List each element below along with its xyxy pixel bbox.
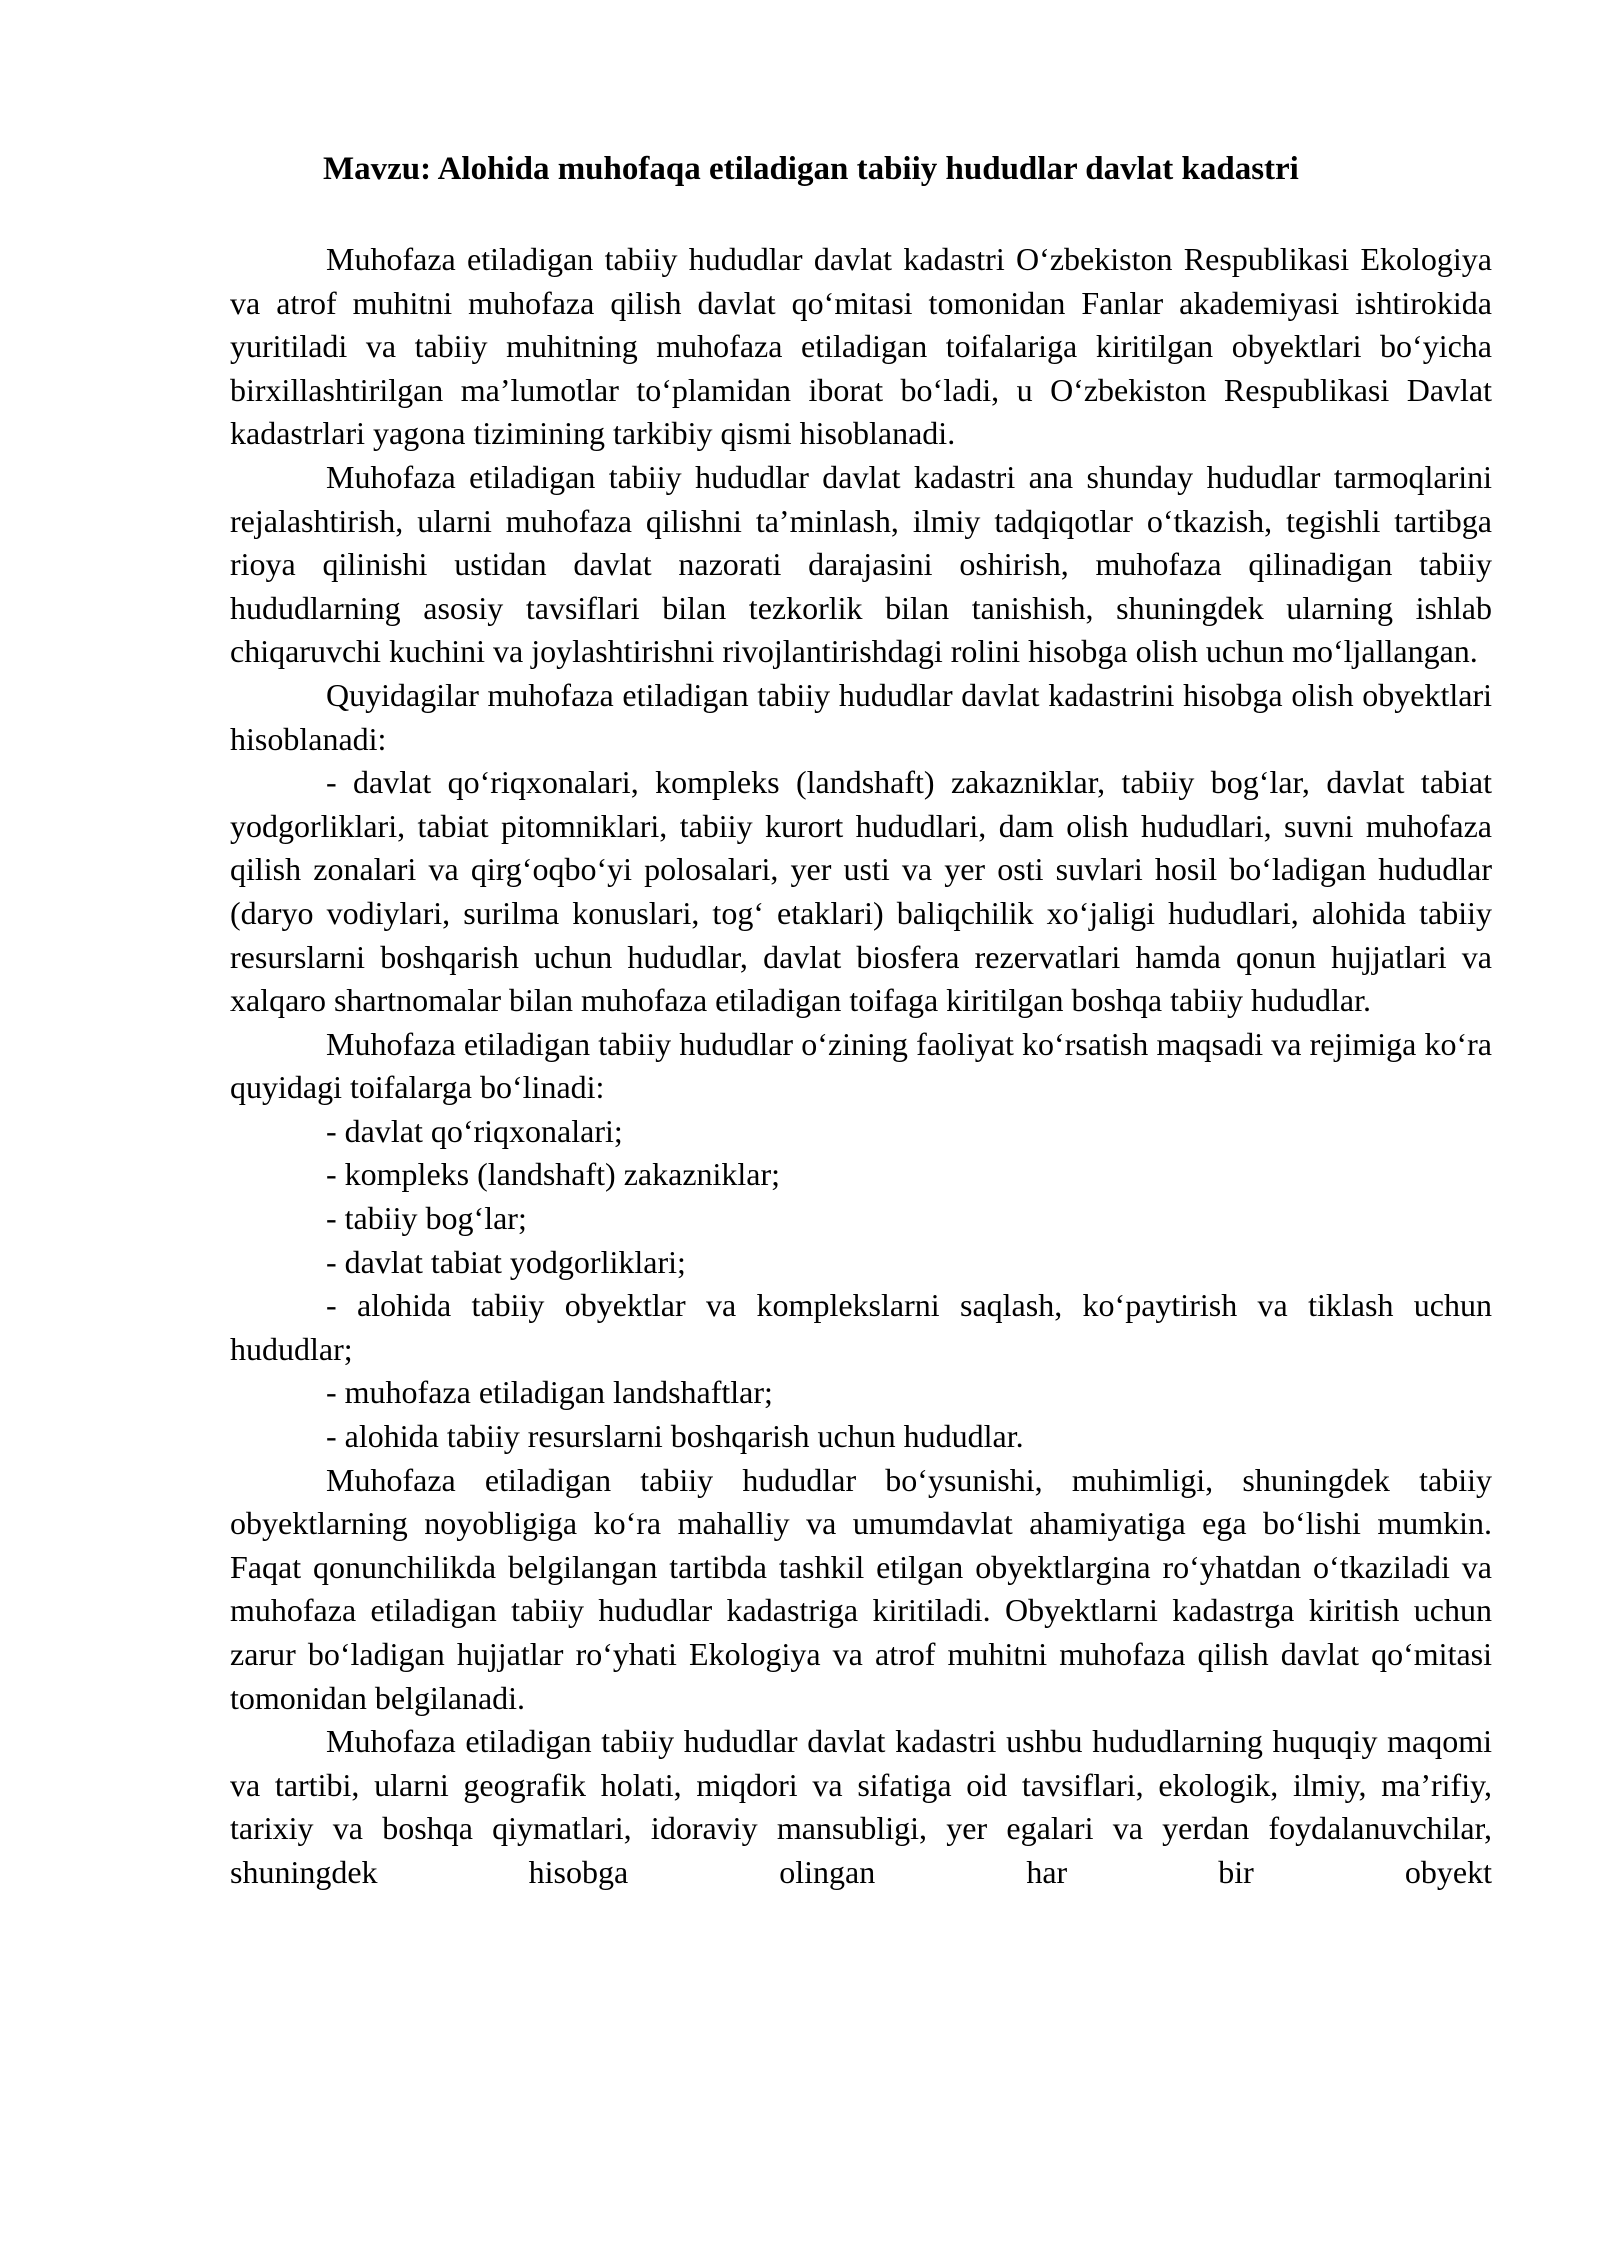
document-body [230,238,1492,1895]
paragraph-accounting-objects-intro: Quyidagilar muhofaza etiladigan tabiiy hududlar davlat kadastrini hisobga olish obyektlari hisoblanadi: [230,676,1492,757]
list-item: - muhofaza etiladigan landshaftlar; [326,1374,773,1411]
paragraph-kadastr-definition: Muhofaza etiladigan tabiiy hududlar davlat kadastri O‘zbekiston Respublikasi Ekologiya va atrof muhitni muhofaza qilish davlat qo‘mitasi tomonidan Fanlar akademiyasi ishtirokida yuritiladi va tabiiy muhitning muhofaza etiladigan toifalariga kiritilgan obyektlari bo‘yicha birxillashtirilgan ma’lumotlar to‘plamidan iborat bo‘ladi, u O‘zbekiston Respublikasi Davlat kadastrlari yagona tizimining tarkibiy qismi hisoblanadi. [230,241,1492,452]
paragraph-accounting-objects-list: - davlat qo‘riqxonalari, kompleks (landshaft) zakazniklar, tabiiy bog‘lar, davlat tabiat yodgorliklari, tabiat pitomniklari, tabiiy kurort hududlari, dam olish hududlari, suvni muhofaza qilish zonalari va qirg‘oqbo‘yi polosalari, yer usti va yer osti suvlari hosil bo‘ladigan hududlar (daryo vodiylari, surilma konuslari, tog‘ etaklari) baliqchilik xo‘jaligi hududlari, alohida tabiiy resurslarni boshqarish uchun hududlar, davlat biosfera rezervatlari hamda qonun hujjatlari va xalqaro shartnomalar bilan muhofaza etiladigan toifaga kiritilgan boshqa tabiiy hududlar. [230,764,1492,1019]
list-item: - alohida tabiiy resurslarni boshqarish uchun hududlar. [326,1418,1024,1455]
list-item: - davlat tabiat yodgorliklari; [326,1243,686,1280]
categories-list [230,1110,1492,1459]
list-item: - davlat qo‘riqxonalari; [326,1112,623,1149]
paragraph-kadastr-contents: Muhofaza etiladigan tabiiy hududlar davlat kadastri ushbu hududlarning huquqiy maqomi va tartibi, ularni geografik holati, miqdori va sifatiga oid tavsiflari, ekologik, ilmiy, ma’rifiy, tarixiy va boshqa qiymatlari, idoraviy mansubligi, yer egalari va yerdan foydalanuvchilar, shuningdek hisobga olingan har bir obyekt [230,1723,1492,1890]
list-item: - kompleks (landshaft) zakazniklar; [326,1156,781,1193]
paragraph-categories-intro: Muhofaza etiladigan tabiiy hududlar o‘zining faoliyat ko‘rsatish maqsadi va rejimiga ko‘ra quyidagi toifalarga bo‘linadi: [230,1025,1492,1106]
paragraph-kadastr-purpose: Muhofaza etiladigan tabiiy hududlar davlat kadastri ana shunday hududlar tarmoqlarini rejalashtirish, ularni muhofaza qilishni ta’minlash, ilmiy tadqiqotlar o‘tkazish, tegishli tartibga rioya qilinishi ustidan davlat nazorati darajasini oshirish, muhofaza qilinadigan tabiiy hududlarning asosiy tavsiflari bilan tezkorlik bilan tanishish, shuningdek ularning ishlab chiqaruvchi kuchini va joylashtirishni rivojlantirishdagi rolini hisobga olish uchun mo‘ljallangan. [230,458,1492,670]
list-item: - tabiiy bog‘lar; [326,1200,527,1237]
paragraph-significance: Muhofaza etiladigan tabiiy hududlar bo‘ysunishi, muhimligi, shuningdek tabiiy obyektlarning noyobligiga ko‘ra mahalliy va umumdavlat ahamiyatiga ega bo‘lishi mumkin. Faqat qonunchilikda belgilangan tartibda tashkil etilgan obyektlargina ro‘yhatdan o‘tkaziladi va muhofaza etiladigan tabiiy hududlar kadastriga kiritiladi. Obyektlarni kadastrga kiritish uchun zarur bo‘ladigan hujjatlar ro‘yhati Ekologiya va atrof muhitni muhofaza qilish davlat qo‘mitasi tomonidan belgilanadi. [230,1461,1492,1716]
list-item: - alohida tabiiy obyektlar va komplekslarni saqlash, ko‘paytirish va tiklash uchun hududlar; [230,1287,1492,1367]
document-title: Mavzu: Alohida muhofaqa etiladigan tabiiy hududlar davlat kadastri [323,151,1299,187]
